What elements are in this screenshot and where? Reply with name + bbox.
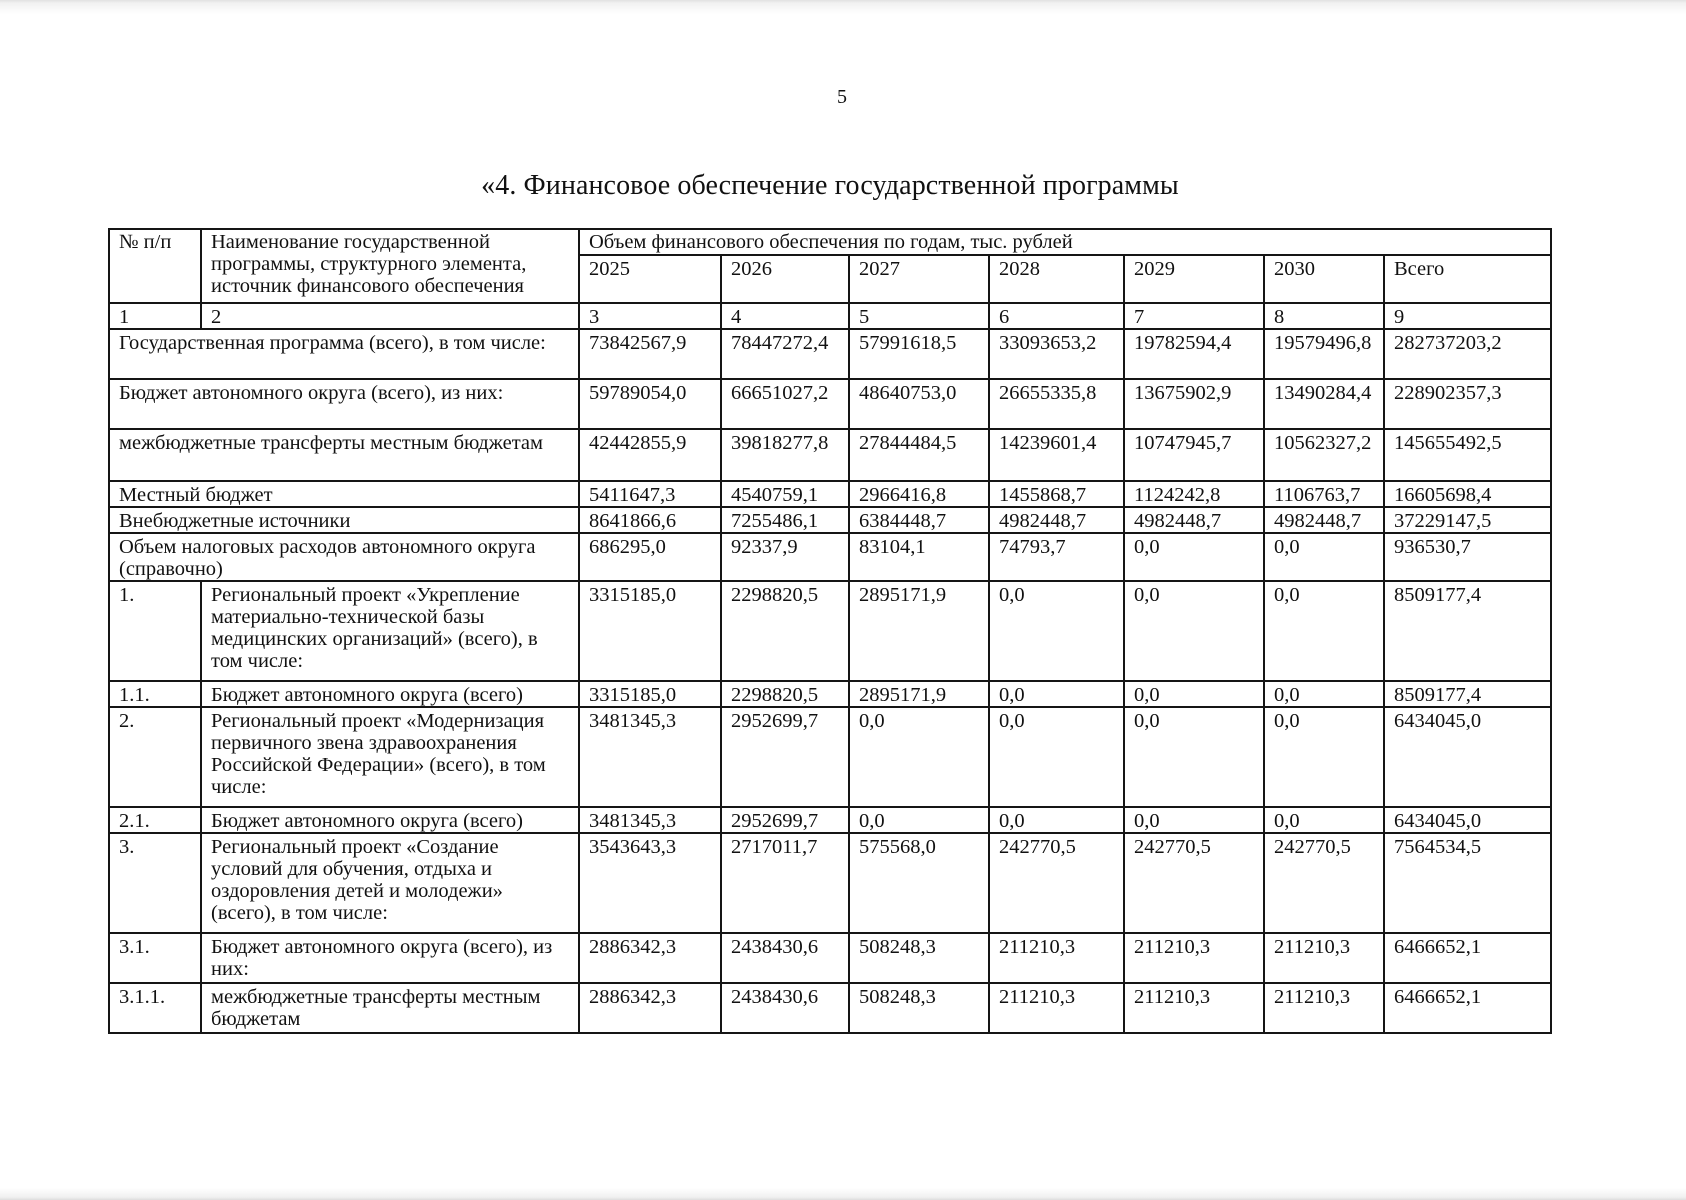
value-cell: 19579496,8 <box>1264 329 1384 379</box>
row-name: Внебюджетные источники <box>109 507 579 533</box>
row-name: Бюджет автономного округа (всего), из них: <box>201 933 579 983</box>
column-number: 7 <box>1124 303 1264 329</box>
value-cell: 575568,0 <box>849 833 989 933</box>
value-cell: 78447272,4 <box>721 329 849 379</box>
table-row <box>109 429 1551 481</box>
row-name: Государственная программа (всего), в том числе: <box>109 329 579 379</box>
value-cell: 211210,3 <box>989 933 1124 983</box>
table-header-row <box>109 229 1551 255</box>
value-cell: 37229147,5 <box>1384 507 1551 533</box>
value-cell: 13675902,9 <box>1124 379 1264 429</box>
value-cell: 6466652,1 <box>1384 983 1551 1033</box>
value-cell: 0,0 <box>849 807 989 833</box>
value-cell: 0,0 <box>1264 581 1384 681</box>
value-cell: 8509177,4 <box>1384 681 1551 707</box>
value-cell: 1455868,7 <box>989 481 1124 507</box>
table-row <box>109 507 1551 533</box>
row-name: межбюджетные трансферты местным бюджетам <box>109 429 579 481</box>
value-cell: 2886342,3 <box>579 983 721 1033</box>
value-cell: 5411647,3 <box>579 481 721 507</box>
value-cell: 39818277,8 <box>721 429 849 481</box>
value-cell: 0,0 <box>989 807 1124 833</box>
value-cell: 2438430,6 <box>721 983 849 1033</box>
value-cell: 27844484,5 <box>849 429 989 481</box>
value-cell: 2717011,7 <box>721 833 849 933</box>
value-cell: 7564534,5 <box>1384 833 1551 933</box>
column-number-row <box>109 303 1551 329</box>
value-cell: 0,0 <box>1264 807 1384 833</box>
value-cell: 19782594,4 <box>1124 329 1264 379</box>
value-cell: 6434045,0 <box>1384 807 1551 833</box>
value-cell: 228902357,3 <box>1384 379 1551 429</box>
value-cell: 0,0 <box>1264 681 1384 707</box>
row-number: 3.1.1. <box>109 983 201 1033</box>
value-cell: 4982448,7 <box>1124 507 1264 533</box>
row-number: 3. <box>109 833 201 933</box>
header-year: 2027 <box>849 255 989 303</box>
header-year: 2025 <box>579 255 721 303</box>
value-cell: 0,0 <box>989 681 1124 707</box>
value-cell: 211210,3 <box>1264 933 1384 983</box>
value-cell: 3315185,0 <box>579 581 721 681</box>
value-cell: 211210,3 <box>1124 933 1264 983</box>
value-cell: 211210,3 <box>1124 983 1264 1033</box>
table-row <box>109 329 1551 379</box>
value-cell: 83104,1 <box>849 533 989 581</box>
value-cell: 48640753,0 <box>849 379 989 429</box>
value-cell: 3315185,0 <box>579 681 721 707</box>
column-number: 6 <box>989 303 1124 329</box>
value-cell: 33093653,2 <box>989 329 1124 379</box>
row-name: Местный бюджет <box>109 481 579 507</box>
value-cell: 0,0 <box>1124 807 1264 833</box>
row-name: Региональный проект «Создание условий для обучения, отдыха и оздоровления детей и молодежи» (всего), в том числе: <box>201 833 579 933</box>
table-row <box>109 983 1551 1033</box>
value-cell: 16605698,4 <box>1384 481 1551 507</box>
value-cell: 2298820,5 <box>721 681 849 707</box>
scan-edge-top <box>0 0 1686 16</box>
table-row <box>109 833 1551 933</box>
value-cell: 508248,3 <box>849 983 989 1033</box>
column-number: 4 <box>721 303 849 329</box>
value-cell: 2966416,8 <box>849 481 989 507</box>
value-cell: 0,0 <box>1264 533 1384 581</box>
value-cell: 2886342,3 <box>579 933 721 983</box>
table-row <box>109 379 1551 429</box>
header-year: 2026 <box>721 255 849 303</box>
value-cell: 6466652,1 <box>1384 933 1551 983</box>
value-cell: 8509177,4 <box>1384 581 1551 681</box>
value-cell: 0,0 <box>1264 707 1384 807</box>
value-cell: 3543643,3 <box>579 833 721 933</box>
value-cell: 2952699,7 <box>721 807 849 833</box>
value-cell: 0,0 <box>989 707 1124 807</box>
value-cell: 0,0 <box>1124 707 1264 807</box>
value-cell: 2895171,9 <box>849 581 989 681</box>
value-cell: 0,0 <box>989 581 1124 681</box>
value-cell: 936530,7 <box>1384 533 1551 581</box>
value-cell: 3481345,3 <box>579 707 721 807</box>
value-cell: 42442855,9 <box>579 429 721 481</box>
column-number: 5 <box>849 303 989 329</box>
value-cell: 1124242,8 <box>1124 481 1264 507</box>
value-cell: 6384448,7 <box>849 507 989 533</box>
column-number: 1 <box>109 303 201 329</box>
value-cell: 7255486,1 <box>721 507 849 533</box>
value-cell: 3481345,3 <box>579 807 721 833</box>
value-cell: 0,0 <box>1124 681 1264 707</box>
financing-table <box>108 228 1552 1034</box>
value-cell: 14239601,4 <box>989 429 1124 481</box>
header-year: 2030 <box>1264 255 1384 303</box>
row-number: 1.1. <box>109 681 201 707</box>
value-cell: 686295,0 <box>579 533 721 581</box>
value-cell: 10562327,2 <box>1264 429 1384 481</box>
value-cell: 0,0 <box>1124 533 1264 581</box>
header-total: Всего <box>1384 255 1551 303</box>
row-number: 2.1. <box>109 807 201 833</box>
table-row <box>109 933 1551 983</box>
value-cell: 242770,5 <box>1124 833 1264 933</box>
table-row <box>109 681 1551 707</box>
column-number: 3 <box>579 303 721 329</box>
value-cell: 282737203,2 <box>1384 329 1551 379</box>
table-row <box>109 533 1551 581</box>
column-number: 9 <box>1384 303 1551 329</box>
value-cell: 4540759,1 <box>721 481 849 507</box>
row-name: Бюджет автономного округа (всего), из них: <box>109 379 579 429</box>
row-name: Бюджет автономного округа (всего) <box>201 681 579 707</box>
value-cell: 2895171,9 <box>849 681 989 707</box>
table-row <box>109 481 1551 507</box>
value-cell: 74793,7 <box>989 533 1124 581</box>
value-cell: 59789054,0 <box>579 379 721 429</box>
value-cell: 73842567,9 <box>579 329 721 379</box>
row-name: межбюджетные трансферты местным бюджетам <box>201 983 579 1033</box>
header-name: Наименование государственной программы, структурного элемента, источник финансового обеспечения <box>201 229 579 303</box>
column-number: 8 <box>1264 303 1384 329</box>
value-cell: 211210,3 <box>1264 983 1384 1033</box>
row-number: 1. <box>109 581 201 681</box>
value-cell: 242770,5 <box>989 833 1124 933</box>
row-number: 3.1. <box>109 933 201 983</box>
value-cell: 0,0 <box>849 707 989 807</box>
value-cell: 4982448,7 <box>989 507 1124 533</box>
value-cell: 13490284,4 <box>1264 379 1384 429</box>
header-number: № п/п <box>109 229 201 303</box>
value-cell: 145655492,5 <box>1384 429 1551 481</box>
row-name: Региональный проект «Модернизация первичного звена здравоохранения Российской Федерации» (всего), в том числе: <box>201 707 579 807</box>
scan-edge-bottom <box>0 1186 1686 1200</box>
header-volume: Объем финансового обеспечения по годам, тыс. рублей <box>579 229 1551 255</box>
row-name: Объем налоговых расходов автономного округа (справочно) <box>109 533 579 581</box>
column-number: 2 <box>201 303 579 329</box>
value-cell: 6434045,0 <box>1384 707 1551 807</box>
value-cell: 2952699,7 <box>721 707 849 807</box>
value-cell: 211210,3 <box>989 983 1124 1033</box>
value-cell: 10747945,7 <box>1124 429 1264 481</box>
table-row <box>109 581 1551 681</box>
row-name: Региональный проект «Укрепление материально-технической базы медицинских организаций» (всего), в том числе: <box>201 581 579 681</box>
value-cell: 242770,5 <box>1264 833 1384 933</box>
value-cell: 0,0 <box>1124 581 1264 681</box>
value-cell: 57991618,5 <box>849 329 989 379</box>
table-row <box>109 707 1551 807</box>
value-cell: 508248,3 <box>849 933 989 983</box>
value-cell: 2438430,6 <box>721 933 849 983</box>
document-title: «4. Финансовое обеспечение государственной программы <box>481 170 1179 201</box>
value-cell: 92337,9 <box>721 533 849 581</box>
value-cell: 4982448,7 <box>1264 507 1384 533</box>
header-year: 2029 <box>1124 255 1264 303</box>
value-cell: 66651027,2 <box>721 379 849 429</box>
value-cell: 1106763,7 <box>1264 481 1384 507</box>
value-cell: 8641866,6 <box>579 507 721 533</box>
header-year: 2028 <box>989 255 1124 303</box>
row-name: Бюджет автономного округа (всего) <box>201 807 579 833</box>
row-number: 2. <box>109 707 201 807</box>
page-number: 5 <box>837 86 847 108</box>
value-cell: 2298820,5 <box>721 581 849 681</box>
table-row <box>109 807 1551 833</box>
value-cell: 26655335,8 <box>989 379 1124 429</box>
